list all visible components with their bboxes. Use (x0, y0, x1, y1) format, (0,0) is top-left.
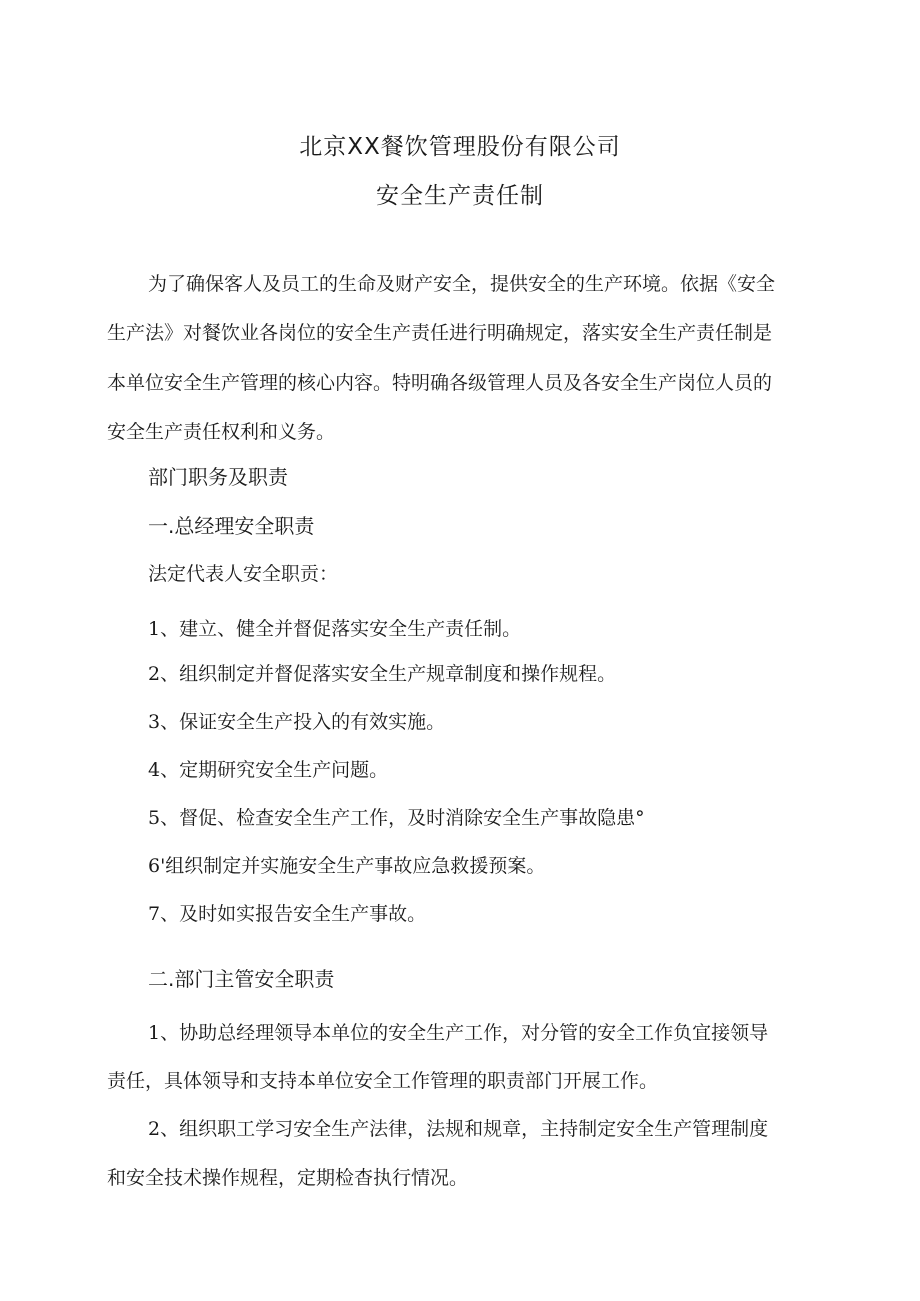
intro-line: 本单位安全生产管理的核心内容。特明确各级管理人员及各安全生产岗位人员的 (107, 372, 773, 394)
list-item: 5、督促、检查安全生产工作，及时消除安全生产事故隐患° (148, 807, 645, 829)
paragraph-line: 和安全技术操作规程，定期检杳执行情况。 (107, 1167, 469, 1189)
section-heading: 部门职务及职责 (148, 465, 288, 489)
section2-heading: 二.部门主管安全职责 (148, 967, 335, 991)
paragraph-line: 责任，具体领导和支持本单位安全工作管理的职责部门开展工作。 (107, 1070, 659, 1092)
list-item: 3、保证安全生产投入的有效实施。 (148, 711, 446, 733)
section1-heading: 一.总经理安全职责 (148, 514, 315, 538)
section1-subheading: 法定代表人安全职贡： (148, 563, 339, 585)
paragraph-line: 2、组织职工学习安全生产法律，法规和规章，主持制定安全生产管理制度 (148, 1118, 769, 1140)
list-item: 7、及时如实报告安全生产事故。 (148, 903, 427, 925)
list-item: 6'组织制定并实施安全生产事故应急救援预案。 (148, 855, 546, 877)
document-title: 安全生产责任制 (376, 183, 544, 209)
list-item: 4、定期研究安全生产问题。 (148, 759, 389, 781)
list-item: 1、建立、健全并督促落实安全生产责任制。 (148, 618, 522, 640)
intro-line: 为了确保客人及员工的生命及财产安全，提供安全的生产环境。依据《安全 (148, 273, 776, 295)
company-title: 北京XX餐饮管理股份有限公司 (299, 134, 621, 160)
intro-line: 生产法》对餐饮业各岗位的安全生产责任进行明确规定，落实安全生产责任制是 (107, 322, 773, 344)
paragraph-line: 1、协助总经理领导本单位的安全生产工作，对分管的安全工作负宜接领导 (148, 1022, 769, 1044)
list-item: 2、组织制定并督促落实安全生产规章制度和操作规程。 (148, 663, 617, 685)
intro-line: 安全生产责任权利和义务。 (107, 421, 336, 443)
